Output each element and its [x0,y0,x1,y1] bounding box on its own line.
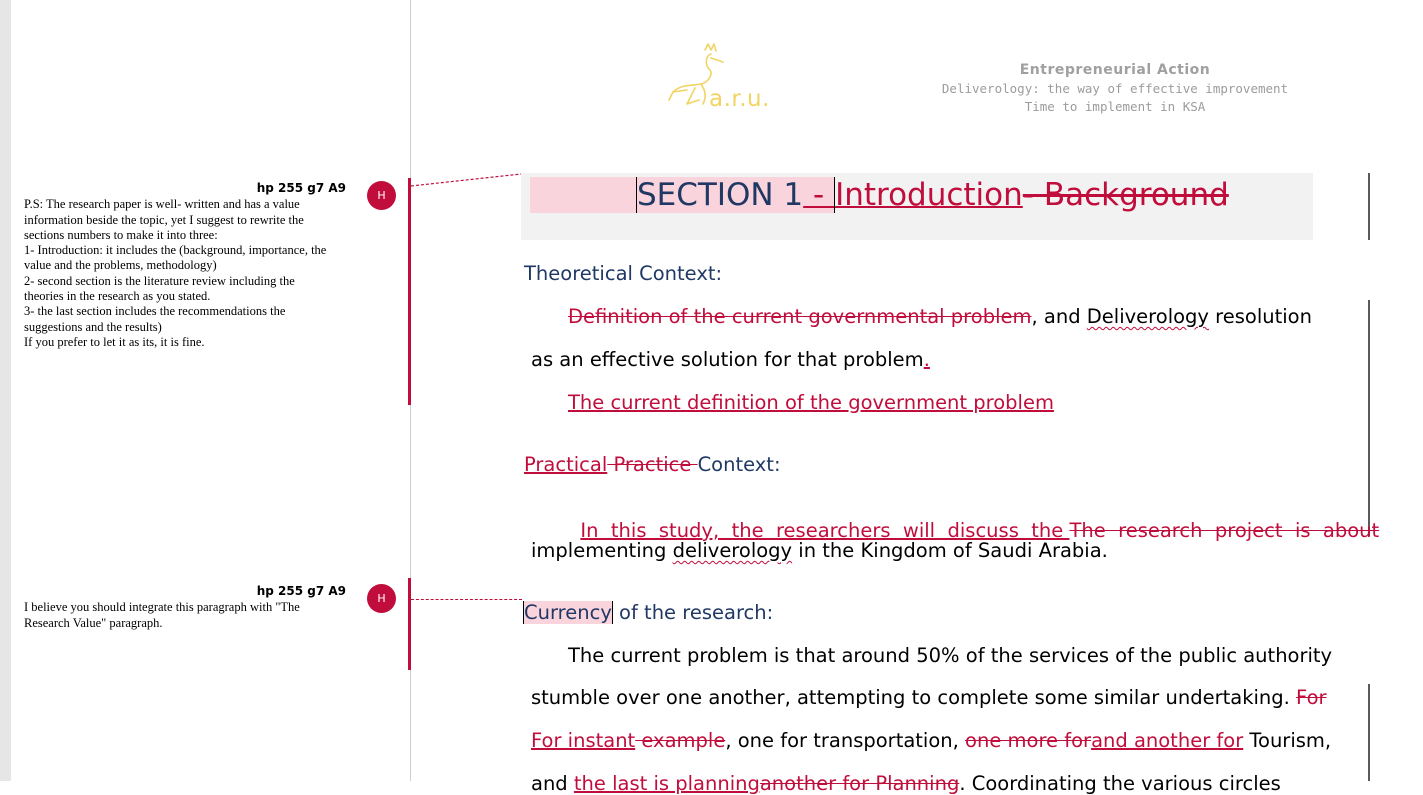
page-header-text [930,60,1300,116]
spelling-error: Deliverology [1086,305,1209,328]
practical-paragraph-line-2: implementing deliverology in the Kingdom of Saudi Arabia. [531,539,1108,562]
inserted-definition-line: The current definition of the government problem [568,391,1054,414]
inserted-period: . [923,348,930,371]
comment-marker-bar [408,178,411,405]
comment-marker-bar [408,578,411,670]
comment-author-avatar[interactable]: H [367,181,396,210]
comment-line: P.S: The research paper is well- written and has a value [24,197,300,212]
comment-line: 3- the last section includes the recommendations the [24,304,286,319]
spelling-error: deliverology [672,539,793,562]
comment-1[interactable] [24,181,354,350]
comment-line: 2- second section is the literature review including the [24,273,295,288]
comment-line: sections numbers to make it into three: [24,227,218,242]
currency-heading: Currency of the research: [524,601,774,624]
theoretical-context-heading: Theoretical Context: [524,262,723,285]
comment-author: hp 255 g7 A9 [256,181,346,195]
comment-author: hp 255 g7 A9 [256,584,346,598]
comment-line: If you prefer to let it as its, it is fine. [24,334,205,349]
section-prefix: SECTION 1 [530,177,803,213]
comment-author-avatar[interactable]: H [367,584,396,613]
comment-line: Research Value" paragraph. [24,615,163,630]
commented-word: Currency [524,601,612,624]
deleted-text: Definition of the current governmental problem [568,305,1032,328]
currency-paragraph-line-3: For instant example, one for transportation, one more forand another for Tourism, [531,729,1332,752]
section-heading[interactable] [530,174,1229,217]
comment-connector-line [411,599,522,600]
deleted-text: For [1296,686,1327,709]
change-bar [1368,684,1370,781]
currency-paragraph-line-4: and the last is planninganother for Planning. Coordinating the various circles [531,772,1281,795]
deleted-title: - Background [1022,177,1229,213]
comment-2[interactable] [24,584,354,631]
comment-line: value and the problems, methodology) [24,258,217,273]
deleted-text: The research project is about [1069,519,1380,542]
comment-line: I believe you should integrate this paragraph with "The [24,600,300,615]
comment-line: 1- Introduction: it includes the (background, importance, the [24,243,327,258]
comment-line: information beside the topic, yet I suggest to rewrite the [24,212,304,227]
deleted-word: Practice [607,453,698,476]
inserted-text: In this study, the researchers will discuss the [580,519,1070,542]
window-left-edge [0,0,11,781]
inserted-title: Introduction [835,177,1023,213]
comments-pane [11,0,410,781]
aru-crane-logo-icon [665,40,790,125]
header-subtitle: Deliverology: the way of effective improvement [941,81,1289,96]
change-bar [1368,173,1370,240]
comment-line: suggestions and the results) [24,319,162,334]
theoretical-paragraph-line-1: Definition of the current governmental problem, and Deliverology resolution [568,305,1312,328]
comment-line: theories in the research as you stated. [24,289,211,304]
practical-paragraph-line-1 [568,496,1379,542]
theoretical-paragraph-line-2: as an effective solution for that problem. [531,348,930,371]
logo-wordmark: a.r.u. [709,86,770,112]
header-title: Entrepreneurial Action [1019,62,1211,78]
inserted-word: Practical [524,453,608,476]
header-subtitle-2: Time to implement in KSA [1024,99,1206,114]
currency-paragraph-line-2: stumble over one another, attempting to complete some similar undertaking. For [531,686,1327,709]
practical-context-heading: Practical Practice Context: [524,453,781,476]
currency-paragraph-line-1: The current problem is that around 50% of the services of the public authority [568,644,1333,667]
inserted-dash: - [803,177,835,213]
